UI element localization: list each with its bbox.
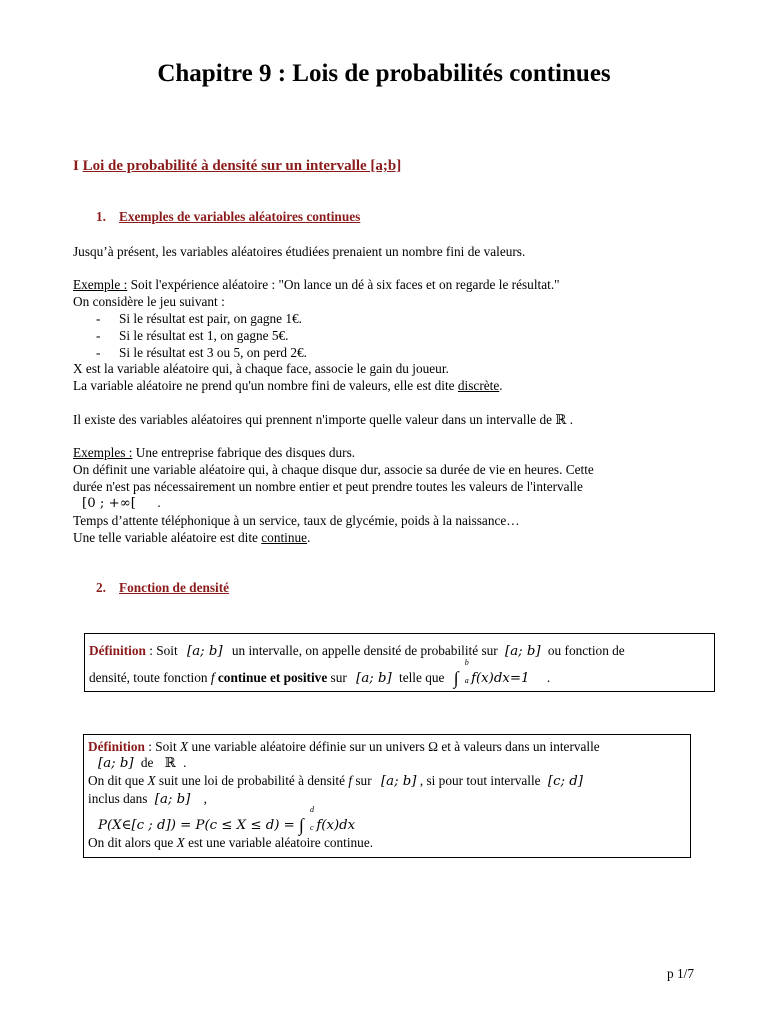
list-item: [96, 345, 307, 361]
term-continuous: continue: [261, 530, 308, 545]
example-2-line-2: On définit une variable aléatoire qui, à chaque disque dur, associe sa durée de vie en heures. Cette: [73, 462, 594, 477]
definition-line-4: inclus dans [a; b] ,: [88, 791, 207, 807]
integral-sign: ∫ d c: [299, 805, 315, 835]
example-2-line-5: Temps d’attente téléphonique à un service, taux de glycémie, poids à la naissance…: [73, 513, 520, 528]
section-number: I: [73, 158, 83, 174]
example-1-line-4: La variable aléatoire ne prend qu'un nombre fini de valeurs, elle est dite discrète.: [73, 378, 503, 393]
example-text: Soit l'expérience aléatoire : "On lance un dé à six faces et on regarde le résultat.": [127, 277, 560, 292]
example-label: Exemple :: [73, 277, 128, 292]
subsection-title: Fonction de densité: [119, 580, 230, 595]
interval-ab: [a; b]: [154, 792, 191, 807]
bullet-marker: -: [96, 345, 101, 360]
subsection-number: 1.: [96, 209, 106, 224]
definition-line-1: Définition : Soit [a; b] un intervalle, on appelle densité de probabilité sur [a; b] ou fonction de: [89, 643, 625, 659]
page-title: Chapitre 9 : Lois de probabilités continues: [157, 60, 611, 87]
definition-line-6: On dit alors que X est une variable aléatoire continue.: [88, 835, 374, 850]
definition-line-2: densité, toute fonction f continue et positive sur [a; b] telle que ∫ b a f(x)dx=1 .: [89, 658, 551, 688]
intro-paragraph: Jusqu’à présent, les variables aléatoires étudiées prenaient un nombre fini de valeurs.: [73, 244, 526, 259]
subsection-heading-1: [96, 209, 361, 225]
definition-line-1: Définition : Soit X une variable aléatoire définie sur un univers Ω et à valeurs dans un intervalle: [88, 739, 600, 754]
integral-expression: f(x)dx=1: [471, 671, 530, 686]
example-2-line-3: durée n'est pas nécessairement un nombre entier et peut prendre toutes les valeurs de l'intervalle: [73, 479, 583, 494]
list-item-text: Si le résultat est pair, on gagne 1€.: [119, 311, 302, 326]
term-discrete: discrète: [457, 378, 500, 393]
example-label: Exemples :: [73, 445, 133, 460]
subsection-title: Exemples de variables aléatoires continues: [119, 209, 361, 224]
continuous-paragraph: Il existe des variables aléatoires qui prennent n'importe quelle valeur dans un intervalle de ℝ .: [73, 412, 574, 427]
probability-formula: P(X∈[c ; d]) = P(c ≤ X ≤ d) = ∫ d c f(x)dx: [98, 805, 356, 835]
definition-line-2: [a; b] de ℝ .: [98, 755, 187, 771]
definition-box-random-variable: [83, 734, 691, 858]
interval-ab: [a; b]: [98, 756, 134, 771]
definition-label: Définition: [88, 739, 145, 754]
definition-line-3: On dit que X suit une loi de probabilité à densité f sur [a; b] , si pour tout intervalle [c; d]: [88, 773, 583, 789]
definition-box-density: [84, 633, 715, 692]
interval-ab: [a; b]: [356, 671, 392, 686]
list-item-text: Si le résultat est 3 ou 5, on perd 2€.: [119, 345, 307, 360]
bullet-marker: -: [96, 311, 101, 326]
list-item: [96, 328, 289, 344]
interval-ab: [a; b]: [505, 644, 541, 659]
example-text: Une entreprise fabrique des disques durs.: [132, 445, 356, 460]
subsection-heading-2: [96, 580, 230, 596]
definition-label: Définition: [89, 643, 146, 658]
example-2-line-6: Une telle variable aléatoire est dite continue.: [73, 530, 311, 545]
example-1-line-3: X est la variable aléatoire qui, à chaque face, associe le gain du joueur.: [73, 361, 449, 376]
bullet-marker: -: [96, 328, 101, 343]
interval-ab: [a; b]: [187, 644, 223, 659]
example-2-line: [73, 445, 355, 461]
interval-ab: [a; b]: [380, 774, 417, 789]
interval-cd: [c; d]: [547, 774, 583, 789]
list-item-text: Si le résultat est 1, on gagne 5€.: [119, 328, 289, 343]
integral-sign: ∫ b a: [453, 658, 469, 688]
example-1-line: [73, 277, 560, 293]
example-1-line-2: On considère le jeu suivant :: [73, 294, 225, 309]
list-item: [96, 311, 302, 327]
interval-formula: [0 ; +∞[ .: [82, 495, 161, 511]
subsection-number: 2.: [96, 580, 106, 595]
section-title: Loi de probabilité à densité sur un intervalle [a;b]: [82, 158, 402, 174]
page-number: p 1/7: [667, 966, 694, 981]
section-heading-1: [73, 158, 401, 175]
